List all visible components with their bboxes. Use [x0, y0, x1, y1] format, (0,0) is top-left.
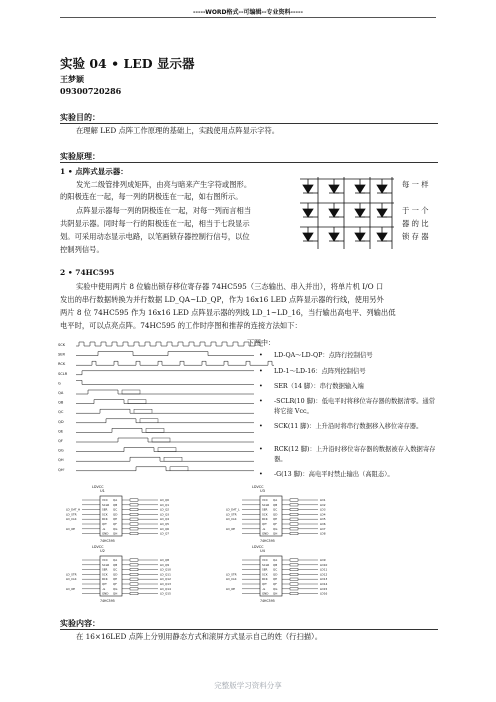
net-label: LD14 [320, 582, 328, 586]
chip-pin-name: QG [273, 526, 278, 531]
timing-caption: 下图中： [247, 339, 275, 347]
section-rule [60, 629, 438, 630]
paragraph-line: 发出的串行数据转换为并行数据 LD_QA~LD_QP，作为 16x16 LED 点阵显示器的行线，使用另外 [60, 295, 384, 304]
bullet-item: • -G(13 脚)：高电平时禁止输出（高阻态）。 [262, 470, 438, 480]
chip-pin-name: QD [113, 572, 118, 577]
resistor [290, 508, 298, 510]
net-label: LD_DAT_H [66, 507, 81, 512]
chip-pin-name: SCLR [262, 562, 270, 567]
chip-pin-name: SCLR [262, 502, 270, 507]
net-label: LD_Q8 [160, 558, 170, 562]
timing-signal-label: G [58, 381, 61, 386]
chip-pin-name: QA [113, 498, 118, 502]
bullet-text: SCK(11 脚)：上升沿时将串行数据移入移位寄存器。 [274, 423, 423, 430]
chip-pin-name: -G [262, 526, 266, 531]
resistor [130, 528, 138, 530]
page-footer: 完整版学习资料分享 [214, 681, 282, 690]
net-label: LD10 [320, 562, 328, 567]
net-label: LD9 [320, 558, 326, 562]
resistor [290, 564, 298, 566]
timing-signal-label: QG [58, 448, 64, 453]
chip-pin-name: QB [273, 502, 278, 507]
timing-signal-label: QH [58, 458, 64, 463]
chip-pin-name: VCC [102, 498, 108, 502]
resistor [290, 588, 298, 590]
resistor [130, 564, 138, 566]
chip-pin-name: QG [273, 586, 278, 591]
chip-pin-name: -G [102, 586, 106, 591]
net-label: LD_Q9 [160, 562, 170, 567]
timing-hatch-region [128, 400, 146, 404]
resistor [290, 513, 298, 515]
timing-hatch-region [134, 409, 152, 413]
net-label: LD_Q2 [160, 507, 170, 512]
chip-pin-name: QE [113, 577, 117, 582]
resistor [290, 573, 298, 575]
chip-pin-name: QH' [102, 582, 108, 586]
chip-part-name: 74HC595 [260, 599, 275, 603]
chip-pin-name: SCK [262, 512, 268, 517]
timing-signal-label: QA [58, 391, 64, 395]
net-label: LD_CLK [226, 517, 237, 522]
resistor [290, 499, 298, 501]
chip-pin-name: GND [102, 531, 109, 536]
timing-signal-label: QH' [58, 467, 65, 472]
chip-pin-name: RCK [262, 577, 268, 582]
timing-waveform [76, 409, 254, 413]
timing-hatch-region [140, 419, 158, 423]
resistor [130, 518, 138, 520]
paragraph-line: 共阴显示器。同时每一行的阳极连在一起，相当于七段显示 [60, 219, 250, 228]
chip-ref: U4 [260, 549, 265, 553]
timing-hatch-region [170, 467, 188, 471]
resistor [290, 528, 298, 530]
paragraph-line: 发光二级管排列成矩阵，由亮与暗来产生字符或图形。 [76, 180, 252, 189]
net-label: LD_Q6 [160, 526, 170, 531]
chip-pin-name: GND [262, 531, 269, 536]
chip-pin-name: QH [273, 591, 278, 596]
net-label: LD_CLK [66, 577, 77, 582]
paragraph-line: 实验中使用两片 8 位输出锁存移位寄存器 74HC595（三态输出、串入并出），将单片机 I/O 口 [76, 282, 384, 291]
resistor [130, 578, 138, 580]
author-name: 王梦颖 [60, 74, 84, 84]
resistor [130, 532, 138, 534]
net-label: LD3 [320, 507, 326, 512]
resistor [290, 523, 298, 525]
timing-hatch-region [164, 457, 182, 461]
bullet-item: • -SCLR(10 脚)：低电平时将移位寄存器的数据清零。通常将它接 Vcc。 [262, 397, 438, 416]
section-rule [60, 162, 438, 163]
net-label: LD1 [320, 498, 326, 502]
net-label: LD_Q4 [160, 517, 170, 522]
timing-waveform [76, 448, 254, 452]
timing-signal-label: QB [58, 400, 64, 405]
timing-signal-label: RCK [58, 362, 66, 367]
net-label: LD_Q7 [160, 531, 170, 536]
resistor [290, 592, 298, 594]
bullet-text: -SCLR(10 脚)：低电平时将移位寄存器的数据清零。通常将它接 Vcc。 [274, 398, 436, 415]
chip-pin-name: QH' [262, 582, 268, 586]
net-label: LD_Q3 [160, 512, 170, 517]
net-label: LD_STR [226, 572, 237, 577]
chip-pin-name: QF [273, 582, 277, 586]
resistor [130, 573, 138, 575]
timing-signal-label: QC [58, 410, 64, 415]
chip-part-name: 74HC595 [260, 539, 275, 543]
chip-part-name: 74HC595 [100, 599, 115, 603]
timing-waveform [76, 419, 254, 423]
chip-pin-name: QA [273, 498, 278, 502]
timing-waveform [76, 438, 254, 442]
bullet-text: -G(13 脚)：高电平时禁止输出（高阻态）。 [274, 471, 394, 478]
resistor [130, 588, 138, 590]
bullet-item: • SER（14 脚）：串行数据输入端 [262, 382, 438, 392]
subsection-title-74hc595: 2 • 74HC595 [60, 268, 115, 277]
net-label: LD4 [320, 512, 326, 517]
paragraph-line: 划。可采用动态显示电路，以笔画锁存器控制行信号，以位 [60, 232, 250, 241]
led-matrix-diagram [296, 175, 396, 251]
chip-pin-name: QD [273, 572, 278, 577]
net-label: LD_Q10 [160, 567, 171, 572]
chip-pin-name: SCK [102, 572, 108, 577]
resistor [290, 518, 298, 520]
chip-pin-name: QG [113, 526, 118, 531]
net-label: LD_Q12 [160, 577, 171, 582]
timing-hatch-region [152, 438, 170, 442]
paragraph-line: 点阵显示器每一列的阴极连在一起，对每一列而言相当 [76, 206, 252, 215]
net-label: LD2 [320, 502, 326, 507]
net-label: LD13 [320, 577, 328, 582]
chip-pin-name: QH [113, 591, 118, 596]
net-label: LD_Q14 [160, 586, 171, 591]
net-label: LD6 [320, 522, 326, 526]
net-label: LD11 [320, 567, 328, 572]
net-label: LD8 [320, 531, 326, 536]
paragraph-line-right: 每 一 样 [402, 180, 429, 189]
chip-pin-name: QH [273, 531, 278, 536]
timing-waveform [76, 390, 254, 394]
section-rule [60, 123, 438, 124]
chip-pin-name: SER [102, 507, 108, 512]
net-label: LD_CLK [66, 517, 77, 522]
chip-pin-name: SER [262, 567, 268, 572]
resistor [290, 504, 298, 506]
chip-pin-name: QD [113, 512, 118, 517]
bullet-item: • SCK(11 脚)：上升沿时将串行数据移入移位寄存器。 [262, 422, 438, 432]
resistor [290, 583, 298, 585]
resistor [130, 508, 138, 510]
chip-pin-name: GND [262, 591, 269, 596]
net-label: LD_Q1 [160, 502, 170, 507]
net-label: LD_OE [66, 586, 76, 591]
net-label: LD_Q15 [160, 591, 171, 596]
timing-signal-label: SCK [58, 343, 66, 347]
resistor [290, 568, 298, 570]
bullet-text: SER（14 脚）：串行数据输入端 [274, 383, 364, 390]
timing-waveform [76, 361, 274, 365]
timing-hatch-region [146, 428, 164, 432]
chip-pin-name: VCC [262, 558, 268, 562]
chip-pin-name: QF [113, 522, 117, 526]
chip-pin-name: SCLR [102, 502, 110, 507]
bullet-text: LD-QA～LD-QP：点阵行控制信号 [274, 352, 373, 359]
resistor [130, 513, 138, 515]
chip-pin-name: SCLR [102, 562, 110, 567]
chip-pin-name: RCK [102, 517, 108, 522]
chip-pin-name: QA [113, 558, 118, 562]
chip-pin-name: QD [273, 512, 278, 517]
section-heading-content: 实验内容： [60, 618, 100, 628]
net-label: LD_DAT_L [226, 507, 240, 512]
net-label: LD_OE [66, 526, 76, 531]
page-title: 实验 04 • LED 显示器 [60, 56, 195, 71]
resistor [130, 592, 138, 594]
chip-pin-name: -G [262, 586, 266, 591]
net-label: LD12 [320, 572, 328, 577]
net-label: LD7 [320, 526, 326, 531]
resistor [130, 504, 138, 506]
net-label: LD_STR [66, 512, 77, 517]
bullet-item: • LD-1～LD-16：点阵列控制信号 [262, 367, 438, 377]
resistor [290, 532, 298, 534]
timing-signal-label: QE [58, 429, 64, 434]
chip-pin-name: RCK [262, 517, 268, 522]
chip-pin-name: QB [113, 562, 118, 567]
net-label: LD_OE [226, 526, 236, 531]
net-label: LD_Q11 [160, 572, 171, 577]
paragraph-line-right: 于 一 个 [402, 206, 429, 215]
chip-pin-name: QC [113, 507, 118, 512]
timing-signal-label: QF [58, 439, 63, 443]
purpose-text: 在理解 LED 点阵工作原理的基础上，实践使用点阵显示字符。 [76, 126, 280, 135]
page-header-banner: -----WORD格式--可编辑--专业资料----- [193, 9, 303, 16]
paragraph-line: 的阳极连在一起，每一列的阴极连在一起，如右图所示。 [60, 192, 243, 201]
net-label: LD_OE [226, 586, 236, 591]
chip-pin-name: QF [273, 522, 277, 526]
bullet-text: RCK(12 脚)：上升沿时移位寄存器的数据被存入数据寄存器。 [274, 446, 436, 463]
net-label: LD15 [320, 586, 328, 591]
resistor [290, 578, 298, 580]
chip-pin-name: QH' [262, 522, 268, 526]
net-label: LD16 [320, 591, 328, 596]
net-label: LD_Q13 [160, 582, 171, 586]
resistor [130, 499, 138, 501]
subsection-title-dot-matrix: 1 • 点阵式显示器： [60, 167, 128, 176]
paragraph-line-right: 器 的 比 [402, 219, 429, 228]
chip-pin-name: GND [102, 591, 109, 596]
timing-waveform [76, 342, 263, 346]
chip-vcc-label: LDVCC [252, 545, 264, 549]
timing-waveform [76, 467, 254, 471]
chip-pin-name: SCK [102, 512, 108, 517]
resistor [130, 523, 138, 525]
student-id: 09300720286 [60, 86, 122, 96]
net-label: LD_STR [66, 572, 77, 577]
paragraph-line: 控制列信号。 [60, 245, 104, 254]
net-label: LD5 [320, 517, 326, 522]
chip-vcc-label: LDVCC [252, 485, 264, 489]
paragraph-line-right: 锁 存 器 [402, 232, 429, 241]
chip-pin-name: QC [113, 567, 118, 572]
chip-pin-name: QA [273, 558, 278, 562]
bullet-text: LD-1～LD-16：点阵列控制信号 [274, 368, 366, 375]
paragraph-line: 电平时，可以点亮点阵。74HC595 的工作时序图和推荐的连接方法如下： [60, 321, 302, 330]
chip-vcc-label: LDVCC [92, 485, 104, 489]
content-text: 在 16×16LED 点阵上分别用静态方式和滚屏方式显示自己的姓（行扫描）。 [76, 632, 323, 641]
chip-pin-name: QF [113, 582, 117, 586]
chip-pin-name: QH' [102, 522, 108, 526]
chip-pin-name: -G [102, 526, 106, 531]
bullet-item: • RCK(12 脚)：上升沿时移位寄存器的数据被存入数据寄存器。 [262, 445, 438, 464]
timing-waveform [76, 371, 254, 375]
timing-waveform [76, 457, 254, 461]
resistor [130, 568, 138, 570]
bullet-item: • LD-QA～LD-QP：点阵行控制信号 [262, 351, 438, 361]
net-label: LD_CLK [226, 577, 237, 582]
chip-pin-name: SER [102, 567, 108, 572]
chip-pin-name: QB [273, 562, 278, 567]
timing-signal-label: QD [58, 419, 64, 424]
timing-waveform [76, 380, 254, 384]
chip-pin-name: RCK [102, 577, 108, 582]
net-label: LD_Q5 [160, 522, 170, 526]
chip-pin-name: QC [273, 507, 278, 512]
timing-waveform [76, 428, 254, 432]
resistor [130, 559, 138, 561]
chip-pin-name: VCC [102, 558, 108, 562]
chip-pin-name: QE [273, 577, 277, 582]
header-rule [60, 17, 436, 18]
chip-pin-name: SER [262, 507, 268, 512]
chip-part-name: 74HC595 [100, 539, 115, 543]
chip-pin-name: VCC [262, 498, 268, 502]
resistor [290, 559, 298, 561]
chip-pin-name: QH [113, 531, 118, 536]
timing-waveform [76, 400, 254, 404]
chip-pin-name: SCK [262, 572, 268, 577]
chip-pin-name: QG [113, 586, 118, 591]
section-heading-purpose: 实验目的： [60, 112, 100, 122]
chip-pin-name: QE [113, 517, 117, 522]
timing-hatch-region [122, 390, 140, 394]
chip-ref: U2 [100, 549, 105, 553]
chip-pin-name: QC [273, 567, 278, 572]
paragraph-line: 两片 8 位 74HC595 作为 16x16 LED 点阵显示器的列线 LD_1~LD_16，当行输出高电平、列输出低 [60, 308, 396, 317]
resistor [130, 583, 138, 585]
timing-hatch-region [158, 448, 176, 452]
chip-ref: U3 [260, 489, 265, 493]
section-heading-principle: 实验原理： [60, 151, 100, 161]
timing-diagram [58, 338, 256, 478]
chip-ref: U1 [100, 489, 105, 493]
net-label: LD_STR [226, 512, 237, 517]
timing-signal-label: SER [58, 352, 66, 357]
chip-pin-name: QE [273, 517, 277, 522]
chip-pin-name: QB [113, 502, 118, 507]
connection-schematic [60, 485, 360, 613]
net-label: LD_Q0 [160, 498, 170, 502]
timing-signal-label: SCLR [58, 371, 68, 376]
timing-waveform [76, 352, 254, 356]
chip-vcc-label: LDVCC [92, 545, 104, 549]
